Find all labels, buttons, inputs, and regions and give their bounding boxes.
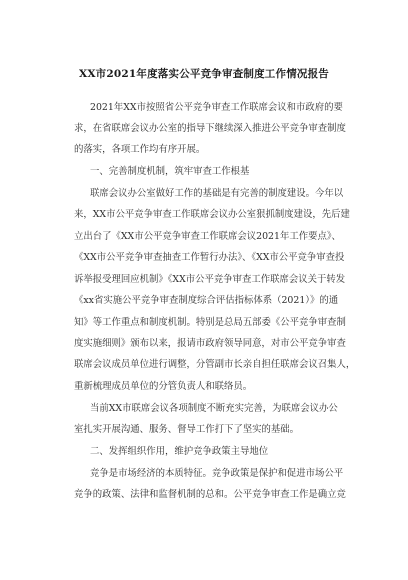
paragraph-line: 立出台了《XX市公平竞争审查工作联席会议2021年工作要点》、 bbox=[74, 231, 341, 242]
section-heading: 二、发挥组织作用，维护竞争政策主导地位 bbox=[90, 446, 269, 457]
paragraph-line: 诉举报受理回应机制》《XX市公平竞争审查工作联席会议关于转发 bbox=[74, 274, 346, 285]
paragraph-line: 求，在省联席会议办公室的指导下继续深入推进公平竞争审查制度 bbox=[74, 123, 346, 134]
paragraph-line: 《xx省实施公平竞争审查制度综合评估指标体系（2021）》的通 bbox=[74, 295, 339, 306]
paragraph-line: 联席会议办公室做好工作的基础是有完善的制度建设。今年以 bbox=[90, 188, 344, 199]
paragraph-line: 2021年XX市按照省公平竞争审查工作联席会议和市政府的要 bbox=[90, 102, 343, 113]
paragraph-line: 重新梳理成员单位的分管负责人和联络员。 bbox=[74, 381, 253, 392]
section-heading: 一、完善制度机制，筑牢审查工作根基 bbox=[90, 166, 250, 177]
paragraph-line: 当前XX市联席会议各项制度不断充实完善，为联席会议办公 bbox=[90, 403, 338, 414]
paragraph-line: 《XX市公平竞争审查抽查工作暂行办法》、《XX市公平竞争审查投 bbox=[74, 252, 345, 263]
paragraph-line: 来，XX市公平竞争审查工作联席会议办公室狠抓制度建设，先后建 bbox=[74, 209, 350, 220]
paragraph-line: 室扎实开展沟通、服务、督导工作打下了坚实的基础。 bbox=[74, 424, 300, 435]
document-title: XX市2021年度落实公平竞争审查制度工作情况报告 bbox=[78, 68, 330, 80]
paragraph-line: 竞争的政策、法律和监督机制的总和。公平竞争审查工作是确立竞 bbox=[74, 489, 346, 500]
paragraph-line: 竞争是市场经济的本质特征。竞争政策是保护和促进市场公平 bbox=[90, 468, 344, 479]
paragraph-line: 度实施细则》颁布以来，报请市政府领导同意，对市公平竞争审查 bbox=[74, 338, 346, 349]
paragraph-line: 的落实，各项工作均有序开展。 bbox=[74, 144, 206, 155]
paragraph-line: 联席会议成员单位进行调整，分管副市长亲自担任联席会议召集人， bbox=[74, 359, 356, 370]
paragraph-line: 知》等工作重点和制度机制。特别是总局五部委《公平竞争审查制 bbox=[74, 317, 346, 328]
